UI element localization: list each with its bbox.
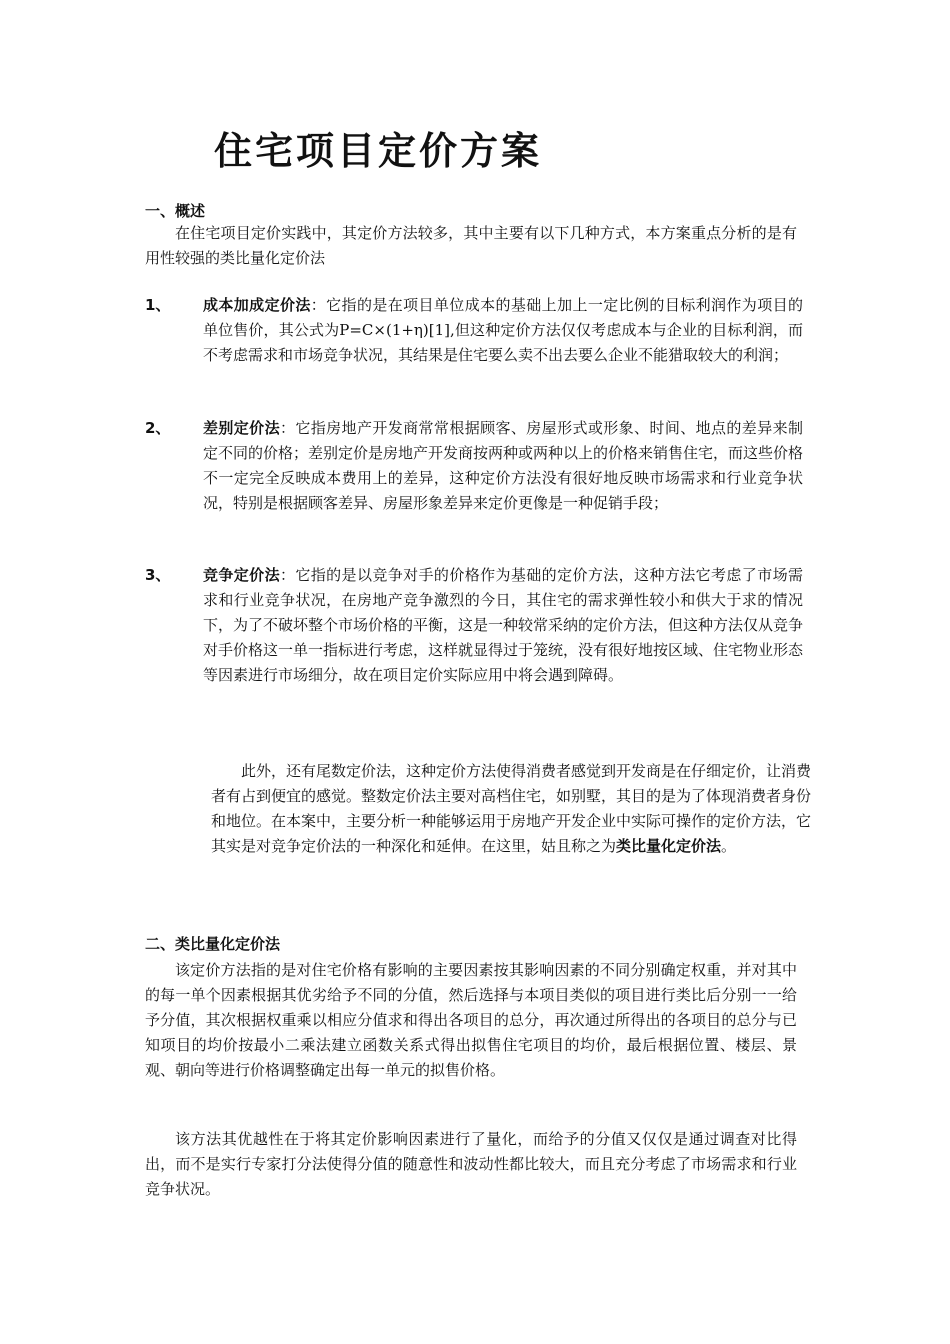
- term-differential: 差别定价法: [203, 419, 280, 437]
- section-heading-overview: 一、概述: [145, 202, 206, 220]
- method-advantage-paragraph: 该方法其优越性在于将其定价影响因素进行了量化，而给予的分值又仅仅是通过调查对比得出，而不是实行专家打分法使得分值的随意性和波动性都比较大，而且充分考虑了市场需求和行业竞争状况。: [145, 1130, 797, 1198]
- term-competitive: 竞争定价法: [203, 566, 280, 584]
- extra-methods-paragraph: [211, 759, 811, 859]
- section-heading-analog-quant: 二、类比量化定价法: [145, 935, 281, 953]
- list-item-competitive: [203, 563, 803, 688]
- item-number-3: 3、: [145, 566, 171, 584]
- extra-text-post: 。: [721, 837, 737, 855]
- list-item-differential: [203, 416, 803, 516]
- term-cost-plus: 成本加成定价法: [203, 296, 311, 314]
- item-text-cost-plus: ：它指的是在项目单位成本的基础上加上一定比例的目标利润作为项目的单位售价，其公式为P=C×(1+η)[1],但这种定价方法仅仅考虑成本与企业的目标利润，而不考虑需求和市场竞争状况，其结果是住宅要么卖不出去要么企业不能猎取较大的利润；: [203, 296, 803, 364]
- item-number-1: 1、: [145, 296, 171, 314]
- item-text-differential: ：它指房地产开发商常常根据顾客、房屋形式或形象、时间、地点的差异来制定不同的价格；差别定价是房地产开发商按两种或两种以上的价格来销售住宅，而这些价格不一定完全反映成本费用上的差异，这种定价方法没有很好地反映市场需求和行业竞争状况，特别是根据顾客差异、房屋形象差异来定价更像是一种促销手段；: [203, 419, 804, 512]
- intro-paragraph: 在住宅项目定价实践中，其定价方法较多，其中主要有以下几种方式，本方案重点分析的是有用性较强的类比量化定价法: [145, 224, 797, 267]
- item-number-2: 2、: [145, 419, 171, 437]
- method-description-paragraph: 该定价方法指的是对住宅价格有影响的主要因素按其影响因素的不同分别确定权重，并对其中的每一单个因素根据其优劣给予不同的分值，然后选择与本项目类似的项目进行类比后分别一一给予分值，其次根据权重乘以相应分值求和得出各项目的总分，再次通过所得出的各项目的总分与已知项目的均价按最小二乘法建立函数关系式得出拟售住宅项目的均价，最后根据位置、楼层、景观、朝向等进行价格调整确定出每一单元的拟售价格。: [145, 961, 797, 1079]
- list-item-cost-plus: [203, 293, 803, 368]
- item-text-competitive: ：它指的是以竞争对手的价格作为基础的定价方法，这种方法它考虑了市场需求和行业竞争状况，在房地产竞争激烈的今日，其住宅的需求弹性较小和供大于求的情况下，为了不破坏整个市场价格的平衡，这是一种较常采纳的定价方法，但这种方法仅从竞争对手价格这一单一指标进行考虑，这样就显得过于笼统，没有很好地按区域、住宅物业形态等因素进行市场细分，故在项目定价实际应用中将会遇到障碍。: [203, 566, 804, 684]
- extra-emphasis: 类比量化定价法: [616, 837, 722, 855]
- extra-text-pre: 此外，还有尾数定价法，这种定价方法使得消费者感觉到开发商是在仔细定价，让消费者有占到便宜的感觉。整数定价法主要对高档住宅，如别墅，其目的是为了体现消费者身份和地位。在本案中，主要分析一种能够运用于房地产开发企业中实际可操作的定价方法，它其实是对竞争定价法的一种深化和延伸。在这里，姑且称之为: [211, 762, 812, 855]
- document-title: 住宅项目定价方案: [214, 129, 543, 173]
